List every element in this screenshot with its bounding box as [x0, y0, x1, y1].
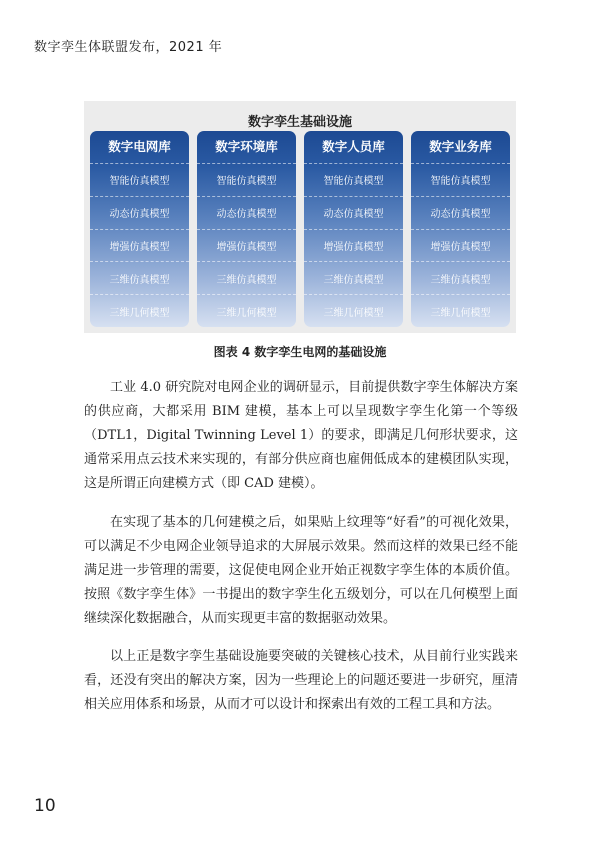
running-header: 数字孪生体联盟发布，2021 年: [34, 40, 223, 55]
model-item: 三维仿真模型: [197, 261, 296, 294]
figure-caption: 图表 4 数字孪生电网的基础设施: [213, 345, 387, 359]
body-paragraph: 以上正是数字孪生基础设施要突破的关键核心技术，从目前行业实践来看，还没有突出的解决方案，因为一些理论上的问题还要进一步研究，厘清相关应用体系和场景，从而才可以设计和探索出有效的工程工具和方法。: [84, 649, 518, 712]
model-item: 动态仿真模型: [197, 196, 296, 229]
body-paragraph: 工业 4.0 研究院对电网企业的调研显示，目前提供数字孪生体解决方案的供应商，大都采用 BIM 建模，基本上可以呈现数字孪生化第一个等级（DTL1，Digital Twinning Level 1）的要求，即满足几何形状要求，这通常采用点云技术来实现的，有部分供应商也雇佣低成本的建模团队实现，这是所谓正向建模方式（即 CAD 建模）。: [84, 380, 518, 491]
model-item: 动态仿真模型: [411, 196, 510, 229]
column-environment-library: [197, 131, 296, 327]
model-item: 三维仿真模型: [90, 261, 189, 294]
column-header: 数字环境库: [215, 139, 278, 154]
body-paragraph: 在实现了基本的几何建模之后，如果贴上纹理等“好看”的可视化效果，可以满足不少电网企业领导追求的大屏展示效果。然而这样的效果已经不能满足进一步管理的需要，这促使电网企业开始正视数字孪生体的本质价值。按照《数字孪生体》一书提出的数字孪生化五级划分，可以在几何模型上面继续深化数据融合，从而实现更丰富的数据驱动效果。: [84, 515, 518, 626]
model-item: 三维仿真模型: [304, 261, 403, 294]
column-header: 数字业务库: [429, 139, 492, 154]
column-header: 数字电网库: [108, 139, 171, 154]
model-item: 动态仿真模型: [304, 196, 403, 229]
column-business-library: [411, 131, 510, 327]
figure-columns: [90, 131, 510, 327]
model-item: 增强仿真模型: [304, 229, 403, 262]
figure-title: 数字孪生基础设施: [247, 115, 352, 130]
column-personnel-library: [304, 131, 403, 327]
model-item: 三维几何模型: [411, 294, 510, 327]
model-item: 智能仿真模型: [90, 163, 189, 196]
model-item: 增强仿真模型: [90, 229, 189, 262]
column-header: 数字人员库: [322, 139, 385, 154]
model-item: 三维几何模型: [197, 294, 296, 327]
model-item: 三维几何模型: [90, 294, 189, 327]
model-item: 智能仿真模型: [304, 163, 403, 196]
model-item: 增强仿真模型: [197, 229, 296, 262]
column-power-grid-library: [90, 131, 189, 327]
model-item: 动态仿真模型: [90, 196, 189, 229]
infrastructure-figure: [84, 101, 516, 333]
model-item: 增强仿真模型: [411, 229, 510, 262]
model-item: 三维仿真模型: [411, 261, 510, 294]
model-item: 智能仿真模型: [197, 163, 296, 196]
page-number: 10: [34, 796, 56, 816]
model-item: 三维几何模型: [304, 294, 403, 327]
model-item: 智能仿真模型: [411, 163, 510, 196]
